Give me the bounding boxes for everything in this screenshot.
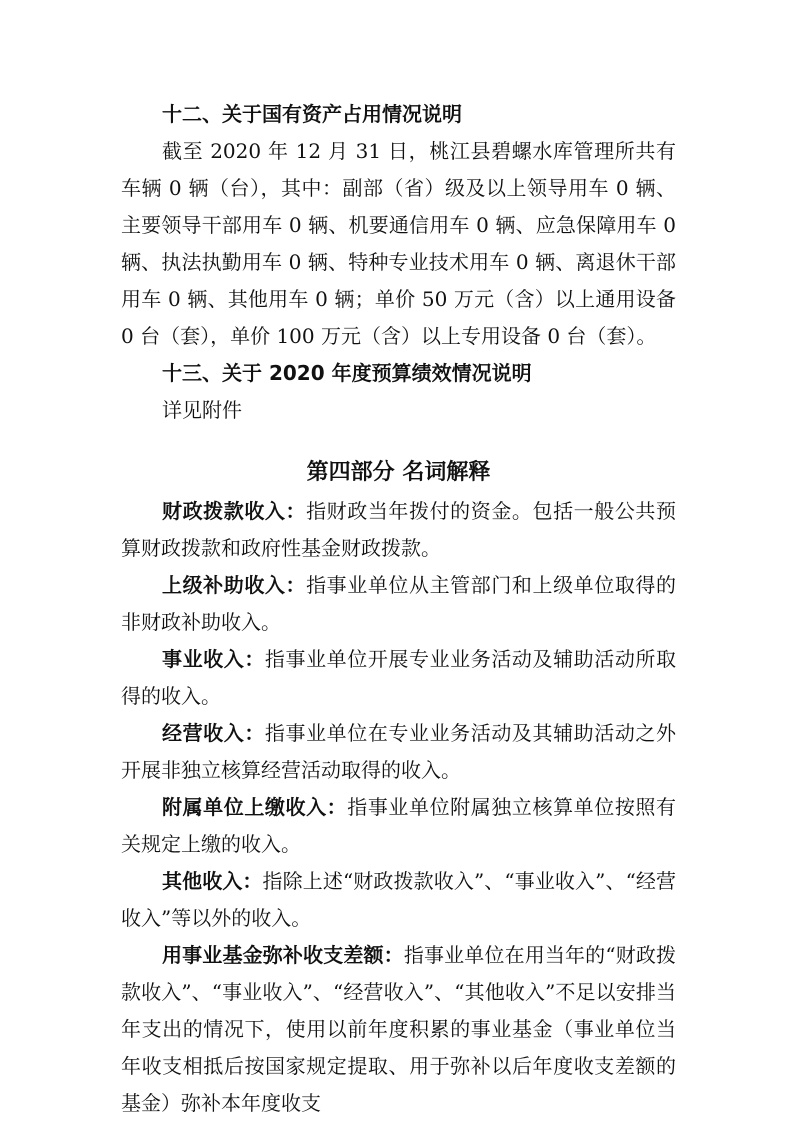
section-13-heading: 十三、关于 2020 年度预算绩效情况说明 [162, 361, 532, 385]
section-12-body: 截至 2020 年 12 月 31 日，桃江县碧螺水库管理所共有车辆 0 辆（台），其中：副部（省）级及以上领导用车 0 辆、主要领导干部用车 0 辆、机要通信用车 0 辆、应急保障用车 0 辆、执法执勤用车 0 辆、特种专业技术用车 0 辆、离退休干部用车 0 辆、其他用车 0 辆；单价 50 万元（含）以上通用设备 0 台（套），单价 100 万元（含）以上专用设备 0 台（套）。 [121, 139, 676, 348]
term-paragraph [121, 789, 676, 863]
term-definition: 指事业单位在用当年的“财政拨款收入”、“事业收入”、“经营收入”、“其他收入”不足以安排当年支出的情况下，使用以前年度积累的事业基金（事业单位当年收支相抵后按国家规定提取、用于弥补以后年度收支差额的基金）弥补本年度收支 [121, 943, 676, 1115]
page-content [121, 96, 676, 1122]
term-definition: 指事业单位在专业业务活动及其辅助活动之外开展非独立核算经营活动取得的收入。 [121, 721, 677, 782]
term-name: 上级补助收入： [162, 573, 307, 597]
term-name: 事业收入： [162, 647, 265, 671]
term-paragraph [121, 493, 676, 567]
term-name: 其他收入： [162, 869, 263, 893]
term-definition: 指除上述“财政拨款收入”、“事业收入”、“经营收入”等以外的收入。 [121, 869, 677, 930]
term-name: 用事业基金弥补收支差额： [162, 943, 404, 967]
term-paragraph [121, 937, 676, 1122]
term-name: 附属单位上缴收入： [162, 795, 348, 819]
section-12-heading: 十二、关于国有资产占用情况说明 [162, 102, 462, 126]
term-name: 财政拨款收入： [162, 499, 307, 523]
term-definition: 指财政当年拨付的资金。包括一般公共预算财政拨款和政府性基金财政拨款。 [121, 499, 677, 560]
term-name: 经营收入： [162, 721, 265, 745]
term-definition: 指事业单位从主管部门和上级单位取得的非财政补助收入。 [121, 573, 677, 634]
section-13-body: 详见附件 [162, 398, 242, 422]
term-paragraph [121, 715, 676, 789]
term-definition: 指事业单位开展专业业务活动及辅助活动所取得的收入。 [121, 647, 677, 708]
term-paragraph [121, 641, 676, 715]
term-paragraph [121, 567, 676, 641]
part-4-title: 第四部分 名词解释 [306, 460, 491, 485]
term-definition: 指事业单位附属独立核算单位按照有关规定上缴的收入。 [121, 795, 676, 856]
term-paragraph [121, 863, 676, 937]
